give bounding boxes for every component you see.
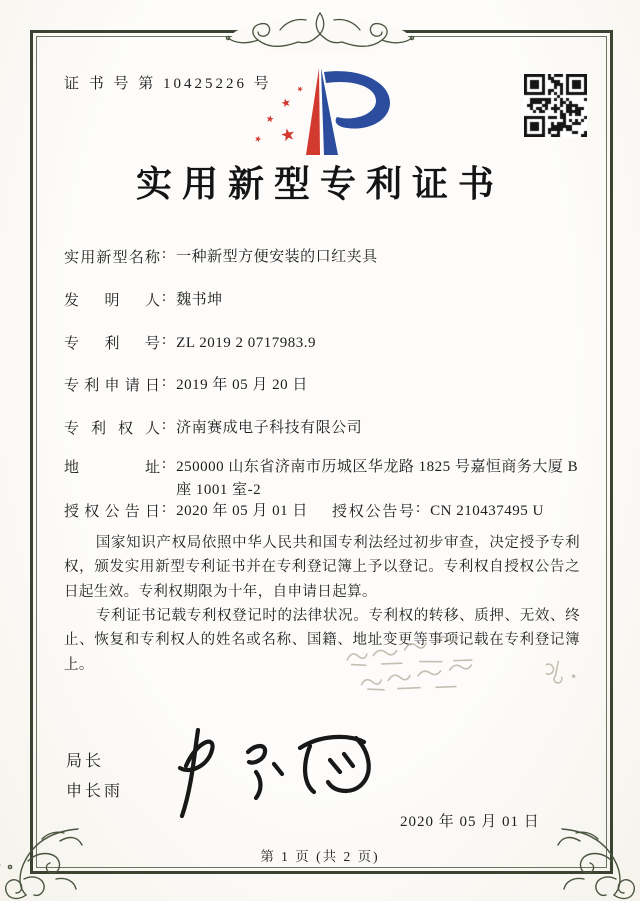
field-label: 地址: [64, 460, 160, 476]
field-label: 专利号: [64, 336, 160, 352]
field-value: 济南赛成电子科技有限公司: [176, 420, 363, 436]
field-label: 实用新型名称: [64, 250, 160, 266]
certificate-title: 实用新型专利证书: [135, 164, 504, 204]
field-row-filing-date: [64, 374, 590, 397]
colon: :: [162, 289, 167, 305]
field-value: 2020 年 05 月 01 日: [176, 503, 308, 519]
commissioner-signature-handwriting: [152, 722, 392, 822]
field-value: 250000 山东省济南市历城区华龙路 1825 号嘉恒商务大厦 B 座 1001 室-2: [176, 459, 579, 499]
colon: :: [162, 417, 167, 433]
field-value: ZL 2019 2 0717983.9: [176, 335, 316, 351]
colon: :: [416, 500, 421, 516]
colon: :: [162, 332, 167, 348]
colon: :: [162, 374, 167, 390]
field-label: 专利申请日: [64, 378, 160, 394]
cnipa-logo-icon: [244, 62, 400, 158]
qr-code-icon: [524, 74, 587, 137]
field-value: 一种新型方便安装的口红夹具: [176, 249, 378, 265]
field-row-patent-number: [64, 332, 590, 355]
field-row-inventor: [64, 289, 590, 312]
field-pair-grant-number: [332, 500, 544, 523]
field-label: 授权公告号: [332, 504, 414, 520]
top-center-ornament-flourish: [210, 8, 430, 56]
page-indicator: 第 1 页 (共 2 页): [260, 849, 380, 864]
issue-date: 2020 年 05 月 01 日: [400, 814, 540, 830]
field-row-address: [64, 456, 590, 503]
colon: :: [162, 456, 167, 472]
field-value: CN 210437495 U: [430, 503, 544, 519]
field-row-grant-date: [64, 500, 590, 523]
field-value: 魏书坤: [176, 292, 223, 308]
colon: :: [162, 246, 167, 262]
field-value: 2019 年 05 月 20 日: [176, 377, 308, 393]
legal-paragraph-1: 国家知识产权局依照中华人民共和国专利法经过初步审查，决定授予专利权，颁发实用新型专利证书并在专利登记簿上予以登记。专利权自授权公告之日起生效。专利权期限为十年，自申请日起算。: [64, 535, 580, 600]
certificate-number: 证 书 号 第 10425226 号: [64, 76, 272, 92]
field-row-patentee: [64, 417, 590, 440]
field-row-utility-model-name: [64, 246, 590, 269]
field-label: 专利权人: [64, 421, 160, 437]
legal-paragraph-2: 专利证书记载专利权登记时的法律状况。专利权的转移、质押、无效、终止、恢复和专利权人的姓名或名称、国籍、地址变更等事项记载在专利登记簿上。: [64, 608, 580, 673]
field-label: 发明人: [64, 293, 160, 309]
field-label: 授权公告日: [64, 504, 160, 520]
commissioner-title: 局长: [66, 753, 105, 770]
commissioner-name: 申长雨: [66, 783, 124, 800]
colon: :: [162, 500, 167, 516]
